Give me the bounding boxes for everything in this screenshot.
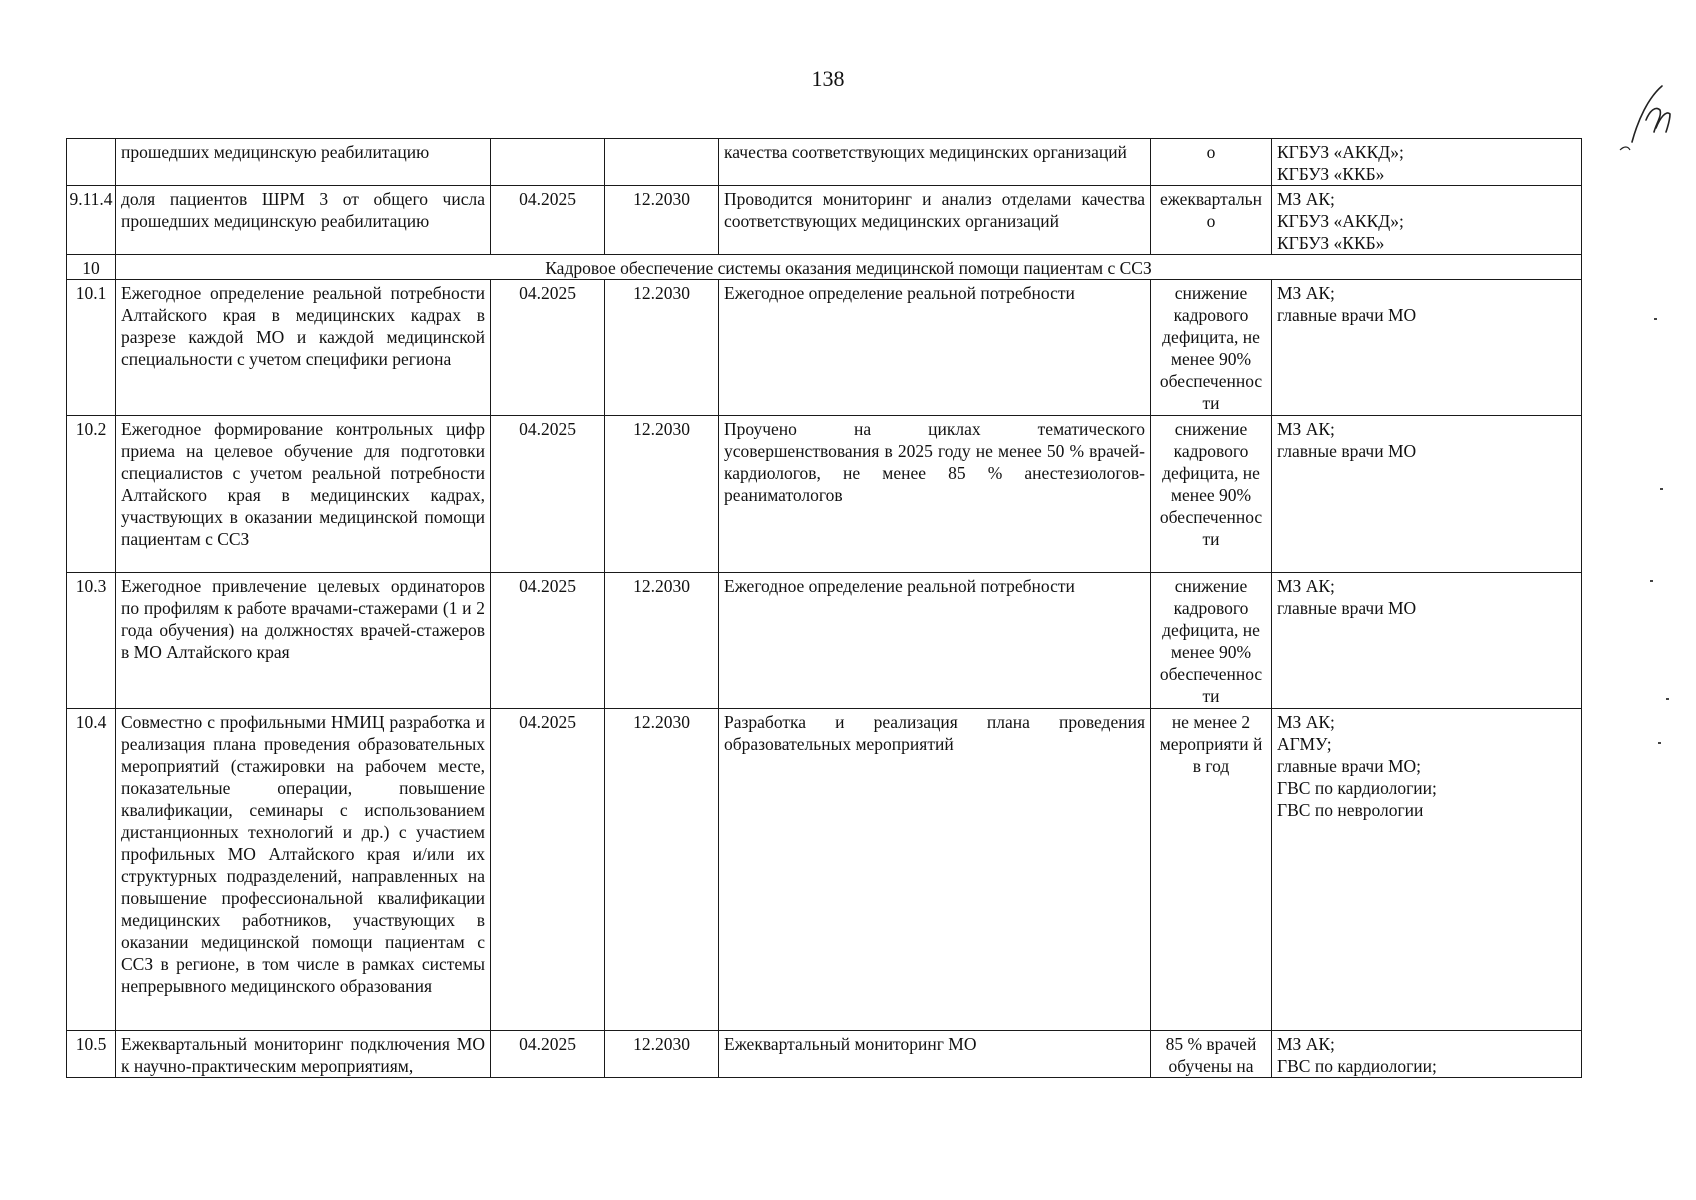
result-cell: Проводится мониторинг и анализ отделами качества соответствующих медицинских организаций	[719, 186, 1151, 255]
responsible-cell: МЗ АК; ГВС по кардиологии;	[1272, 1031, 1582, 1078]
end-date-cell: 12.2030	[605, 573, 719, 709]
result-cell: Ежегодное определение реальной потребности	[719, 573, 1151, 709]
start-date-cell: 04.2025	[491, 1031, 605, 1078]
responsible-cell: МЗ АК; главные врачи МО	[1272, 573, 1582, 709]
result-cell: Ежеквартальный мониторинг МО	[719, 1031, 1151, 1078]
plan-table-body	[67, 139, 1582, 1078]
indicator-cell: не менее 2 мероприяти й в год	[1151, 709, 1272, 1031]
indicator-cell: снижение кадрового дефицита, не менее 90% обеспеченнос ти	[1151, 416, 1272, 573]
table-row	[67, 1031, 1582, 1078]
scan-speck	[1654, 318, 1657, 320]
item-number-cell: 10.1	[67, 280, 116, 416]
activity-cell: Ежегодное определение реальной потребности Алтайского края в медицинских кадрах в разрезе каждой МО и каждой медицинской специальности с учетом специфики региона	[116, 280, 491, 416]
section-title-cell: Кадровое обеспечение системы оказания медицинской помощи пациентам с ССЗ	[116, 255, 1582, 280]
responsible-cell: МЗ АК; главные врачи МО	[1272, 416, 1582, 573]
end-date-cell: 12.2030	[605, 709, 719, 1031]
table-row	[67, 416, 1582, 573]
start-date-cell: 04.2025	[491, 709, 605, 1031]
activity-cell: Ежегодное формирование контрольных цифр приема на целевое обучение для подготовки специалистов с учетом реальной потребности Алтайского края в медицинских кадрах, участвующих в оказании медицинской помощи пациентам с ССЗ	[116, 416, 491, 573]
responsible-cell: МЗ АК; АГМУ; главные врачи МО; ГВС по кардиологии; ГВС по неврологии	[1272, 709, 1582, 1031]
table-row	[67, 573, 1582, 709]
table-row	[67, 709, 1582, 1031]
item-number-cell	[67, 139, 116, 186]
table-row	[67, 280, 1582, 416]
indicator-cell: 85 % врачей обучены на	[1151, 1031, 1272, 1078]
responsible-cell: МЗ АК; КГБУЗ «АККД»; КГБУЗ «ККБ»	[1272, 186, 1582, 255]
page-number: 138	[811, 66, 845, 91]
indicator-cell: снижение кадрового дефицита, не менее 90% обеспеченнос ти	[1151, 573, 1272, 709]
indicator-cell: снижение кадрового дефицита, не менее 90% обеспеченнос ти	[1151, 280, 1272, 416]
item-number-cell: 10.4	[67, 709, 116, 1031]
result-cell: Ежегодное определение реальной потребности	[719, 280, 1151, 416]
activity-cell: Ежеквартальный мониторинг подключения МО к научно-практическим мероприятиям,	[116, 1031, 491, 1078]
end-date-cell: 12.2030	[605, 186, 719, 255]
item-number-cell: 10.5	[67, 1031, 116, 1078]
section-header-row	[67, 255, 1582, 280]
activity-cell: Ежегодное привлечение целевых ординаторов по профилям к работе врачами-стажерами (1 и 2 года обучения) на должностях врачей-стажеров в МО Алтайского края	[116, 573, 491, 709]
end-date-cell	[605, 139, 719, 186]
activity-cell: прошедших медицинскую реабилитацию	[116, 139, 491, 186]
item-number-cell: 10.3	[67, 573, 116, 709]
item-number-cell: 9.11.4	[67, 186, 116, 255]
item-number-cell: 10.2	[67, 416, 116, 573]
plan-table	[66, 138, 1582, 1078]
scan-speck	[1650, 580, 1653, 582]
indicator-cell: о	[1151, 139, 1272, 186]
table-row	[67, 186, 1582, 255]
section-number-cell: 10	[67, 255, 116, 280]
scan-speck	[1666, 698, 1669, 700]
start-date-cell: 04.2025	[491, 186, 605, 255]
start-date-cell	[491, 139, 605, 186]
responsible-cell: КГБУЗ «АККД»; КГБУЗ «ККБ»	[1272, 139, 1582, 186]
indicator-cell: ежеквартальн о	[1151, 186, 1272, 255]
responsible-cell: МЗ АК; главные врачи МО	[1272, 280, 1582, 416]
start-date-cell: 04.2025	[491, 573, 605, 709]
activity-cell: доля пациентов ШРМ 3 от общего числа прошедших медицинскую реабилитацию	[116, 186, 491, 255]
result-cell: качества соответствующих медицинских организаций	[719, 139, 1151, 186]
scan-speck	[1660, 488, 1663, 490]
end-date-cell: 12.2030	[605, 416, 719, 573]
start-date-cell: 04.2025	[491, 416, 605, 573]
scan-speck	[1658, 742, 1661, 744]
activity-cell: Совместно с профильными НМИЦ разработка и реализация плана проведения образовательных мероприятий (стажировки на рабочем месте, показательные операции, повышение квалификации, семинары с использованием дистанционных технологий и др.) с участием профильных МО Алтайского края и/или их структурных подразделений, направленных на повышение профессиональной квалификации медицинских работников, участвующих в оказании медицинской помощи пациентам с ССЗ в регионе, в том числе в рамках системы непрерывного медицинского образования	[116, 709, 491, 1031]
table-row	[67, 139, 1582, 186]
start-date-cell: 04.2025	[491, 280, 605, 416]
result-cell: Разработка и реализация плана проведения образовательных мероприятий	[719, 709, 1151, 1031]
handwritten-signature	[1610, 80, 1680, 170]
end-date-cell: 12.2030	[605, 280, 719, 416]
result-cell: Проучено на циклах тематического усовершенствования в 2025 году не менее 50 % врачей-кардиологов, не менее 85 % анестезиологов-реаниматологов	[719, 416, 1151, 573]
end-date-cell: 12.2030	[605, 1031, 719, 1078]
